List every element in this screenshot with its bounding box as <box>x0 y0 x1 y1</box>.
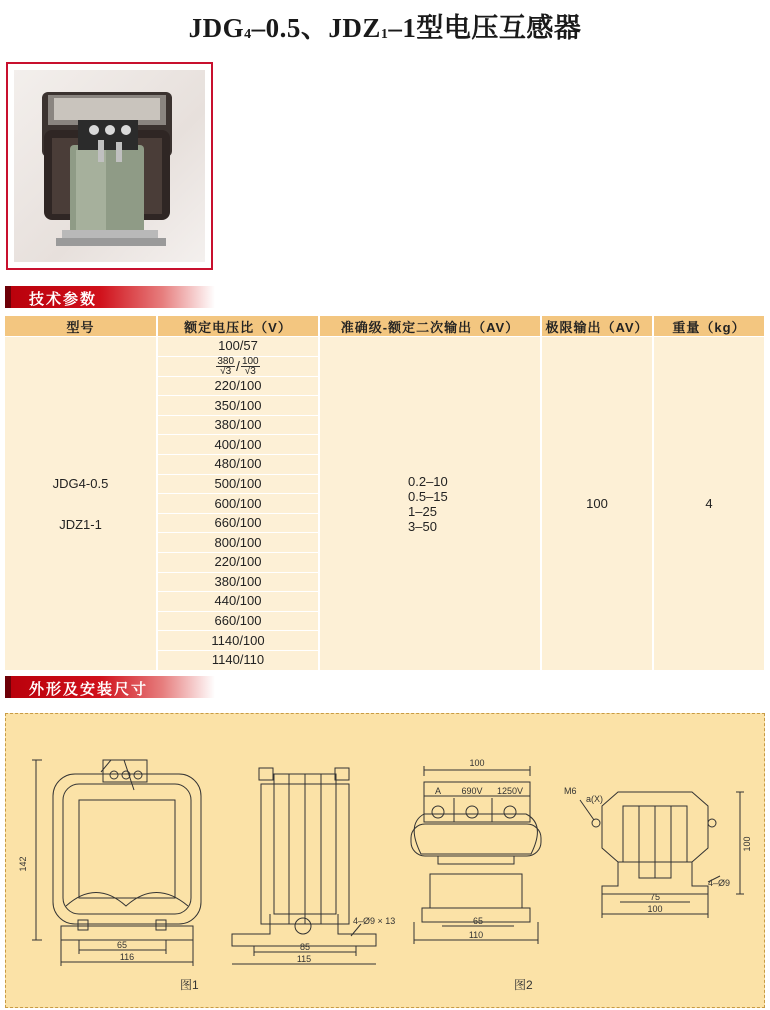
accuracy-item: 0.5–15 <box>408 488 448 504</box>
dim-fig2-outer-width: 110 <box>468 930 484 940</box>
terminal-label-1250v: 1250V <box>496 786 524 796</box>
product-photo <box>14 70 205 262</box>
header-accuracy: 准确级-额定二次输出（AV） <box>319 316 541 337</box>
ratio-cell: 600/100 <box>157 494 319 514</box>
dimension-drawing <box>5 713 765 1008</box>
ratio-cell: 400/100 <box>157 435 319 455</box>
limit-output-cell: 100 <box>541 337 653 671</box>
accuracy-cell <box>319 337 541 671</box>
page-title: $JDG_4-0.5$、$JDZ_1-1$型电压互感器 <box>188 13 582 43</box>
ratio-cell: 1140/100 <box>157 631 319 651</box>
transformer-illustration <box>14 70 205 262</box>
terminal-label-a: A <box>434 786 442 796</box>
model-cell <box>5 337 157 671</box>
dim-fig2-top-width: 100 <box>469 758 485 768</box>
ratio-cell: 480/100 <box>157 455 319 475</box>
spec-table <box>5 316 766 671</box>
drawing-fig2-side <box>580 792 744 918</box>
dim-screw-label: M6 <box>564 786 577 796</box>
dim-fig1-outer-width: 116 <box>119 952 135 962</box>
header-ratio: 额定电压比（V） <box>157 316 319 337</box>
ratio-cell: 350/100 <box>157 396 319 416</box>
ratio-cell: 500/100 <box>157 474 319 494</box>
ratio-cell: 660/100 <box>157 513 319 533</box>
header-model: 型号 <box>5 316 157 337</box>
header-limit: 极限输出（AV） <box>541 316 653 337</box>
ratio-cell: 440/100 <box>157 592 319 612</box>
figure-label-1: 图1 <box>180 978 199 992</box>
dim-fig2-inner-width: 65 <box>472 916 484 926</box>
ratio-fraction-a: $\frac{380}{√3}$ <box>217 355 235 377</box>
dim-fig1-inner-width: 65 <box>116 940 128 950</box>
section-title-dims: 外形及安装尺寸 <box>29 681 149 698</box>
ratio-cell: 660/100 <box>157 611 319 631</box>
ratio-cell: 100/57 <box>157 337 319 357</box>
ratio-cell: 380/100 <box>157 572 319 592</box>
dim-fig2side-outer-width: 100 <box>647 904 663 914</box>
drawing-fig1-front <box>32 760 201 966</box>
terminal-label-ax: a(X) <box>586 794 604 804</box>
dim-fig2side-holes: 4–Ø9 <box>708 878 731 888</box>
dim-side-holes: 4–Ø9 × 13 <box>353 916 396 926</box>
ratio-cell: 380/100 <box>157 415 319 435</box>
model-name: JDG4-0.5 <box>52 475 109 491</box>
dim-side-outer-width: 115 <box>296 954 312 964</box>
model-name: JDZ1-1 <box>59 516 102 532</box>
product-photo-frame <box>6 62 213 270</box>
dim-fig1-height: 142 <box>18 856 28 872</box>
ratio-fraction-b: $\frac{100}{√3}$ <box>241 355 259 377</box>
dim-fig2side-height: 100 <box>742 836 752 852</box>
ratio-cell: 220/100 <box>157 376 319 396</box>
dim-fig2side-inner-width: 75 <box>649 892 661 902</box>
ratio-cell: 220/100 <box>157 553 319 573</box>
accuracy-item: 3–50 <box>408 518 437 534</box>
dim-side-inner-width: 85 <box>299 942 311 952</box>
weight-cell: 4 <box>653 337 765 671</box>
drawing-fig1-side <box>232 768 376 964</box>
ratio-cell: 800/100 <box>157 533 319 553</box>
section-header-tech <box>5 286 215 308</box>
figure-label-2: 图2 <box>514 978 533 992</box>
ratio-cell: 1140/110 <box>157 650 319 670</box>
header-weight: 重量（kg） <box>653 316 765 337</box>
accuracy-item: 0.2–10 <box>408 473 448 489</box>
ratio-cell-sqrt: $\frac{380}{√3}$ / $\frac{100}{√3}$ <box>157 356 319 376</box>
accuracy-item: 1–25 <box>408 503 437 519</box>
section-title-tech: 技术参数 <box>29 291 98 308</box>
section-header-dims <box>5 676 215 698</box>
terminal-label-690v: 690V <box>461 786 483 796</box>
